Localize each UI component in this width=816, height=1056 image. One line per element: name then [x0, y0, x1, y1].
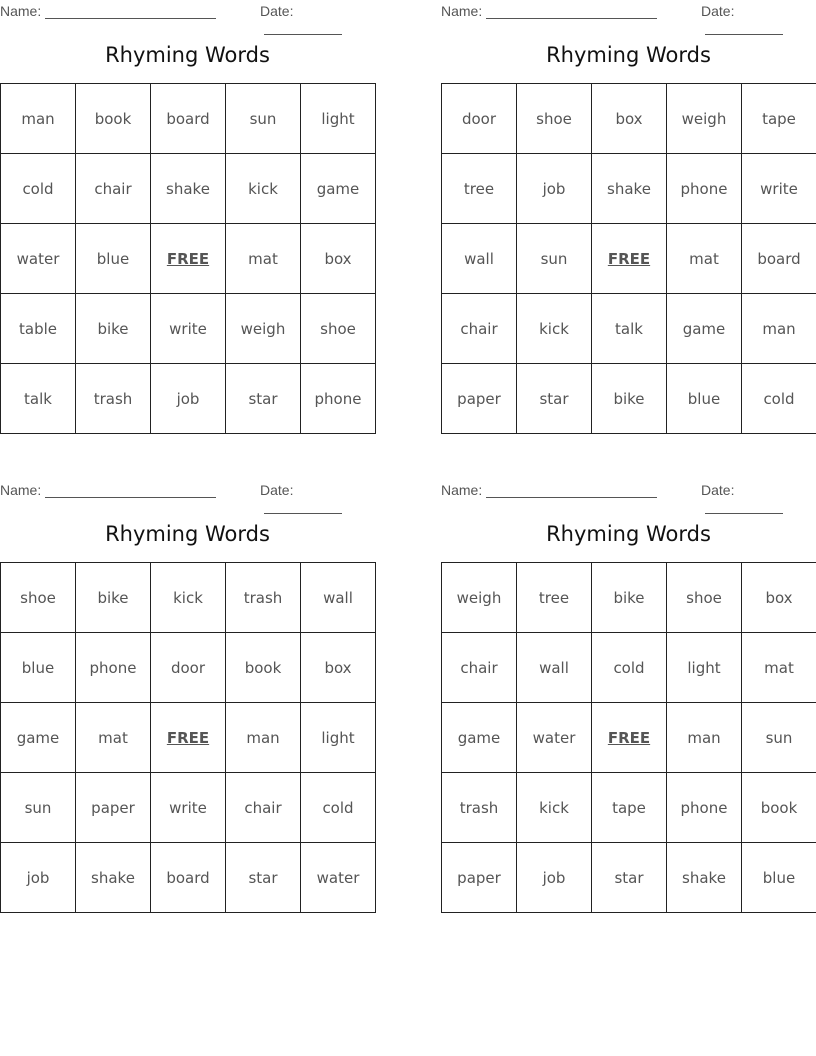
- bingo-cell[interactable]: star: [226, 843, 301, 913]
- bingo-cell[interactable]: game: [442, 703, 517, 773]
- bingo-cell[interactable]: book: [742, 773, 816, 843]
- name-label: Name:: [0, 482, 42, 498]
- bingo-cell[interactable]: phone: [301, 364, 376, 434]
- bingo-cell[interactable]: mat: [76, 703, 151, 773]
- grid-row: [442, 364, 816, 434]
- bingo-cell[interactable]: box: [301, 224, 376, 294]
- date-line: [264, 20, 342, 35]
- bingo-grid: [441, 562, 816, 913]
- bingo-cell[interactable]: shoe: [301, 294, 376, 364]
- bingo-cell[interactable]: shake: [76, 843, 151, 913]
- bingo-cell[interactable]: sun: [226, 84, 301, 154]
- bingo-cell[interactable]: talk: [1, 364, 76, 434]
- bingo-cell[interactable]: kick: [517, 294, 592, 364]
- bingo-cell[interactable]: light: [301, 84, 376, 154]
- bingo-cell[interactable]: star: [517, 364, 592, 434]
- bingo-cell[interactable]: sun: [1, 773, 76, 843]
- bingo-cell[interactable]: mat: [742, 633, 816, 703]
- bingo-cell[interactable]: mat: [667, 224, 742, 294]
- bingo-cell[interactable]: cold: [592, 633, 667, 703]
- grid-row: [442, 154, 816, 224]
- bingo-grid: [0, 562, 376, 913]
- bingo-cell[interactable]: paper: [442, 364, 517, 434]
- header-fields: [0, 479, 375, 501]
- bingo-cell[interactable]: write: [151, 294, 226, 364]
- bingo-cell[interactable]: job: [517, 843, 592, 913]
- bingo-cell[interactable]: chair: [226, 773, 301, 843]
- bingo-cell[interactable]: write: [742, 154, 816, 224]
- name-line: [486, 483, 657, 498]
- header-fields: [441, 0, 816, 22]
- bingo-cell[interactable]: chair: [442, 633, 517, 703]
- grid-row: [442, 294, 816, 364]
- bingo-cell[interactable]: shoe: [1, 563, 76, 633]
- name-line: [486, 4, 657, 19]
- bingo-cell[interactable]: weigh: [442, 563, 517, 633]
- bingo-cell[interactable]: trash: [76, 364, 151, 434]
- date-line: [264, 499, 342, 514]
- bingo-cell[interactable]: job: [1, 843, 76, 913]
- bingo-cell[interactable]: weigh: [667, 84, 742, 154]
- bingo-cell[interactable]: sun: [742, 703, 816, 773]
- grid-row: [1, 633, 376, 703]
- bingo-cell[interactable]: man: [1, 84, 76, 154]
- bingo-cell[interactable]: tree: [517, 563, 592, 633]
- grid-row: [442, 633, 816, 703]
- name-line: [45, 483, 216, 498]
- bingo-cell[interactable]: sun: [517, 224, 592, 294]
- bingo-cell[interactable]: phone: [76, 633, 151, 703]
- grid-row: [1, 563, 376, 633]
- date-field[interactable]: [701, 3, 816, 35]
- bingo-cell[interactable]: door: [442, 84, 517, 154]
- bingo-cell[interactable]: man: [226, 703, 301, 773]
- bingo-cell[interactable]: star: [226, 364, 301, 434]
- bingo-cell[interactable]: table: [1, 294, 76, 364]
- bingo-cell[interactable]: shake: [151, 154, 226, 224]
- bingo-cell[interactable]: game: [667, 294, 742, 364]
- bingo-cell[interactable]: shake: [592, 154, 667, 224]
- date-line: [705, 20, 783, 35]
- card-title: Rhyming Words: [546, 522, 711, 546]
- bingo-cell[interactable]: cold: [742, 364, 816, 434]
- bingo-cell[interactable]: job: [151, 364, 226, 434]
- grid-row: [1, 84, 376, 154]
- bingo-cell[interactable]: cold: [1, 154, 76, 224]
- name-line: [45, 4, 216, 19]
- bingo-cell[interactable]: chair: [76, 154, 151, 224]
- bingo-cell[interactable]: box: [742, 563, 816, 633]
- name-label: Name:: [441, 3, 483, 19]
- bingo-cell[interactable]: write: [151, 773, 226, 843]
- bingo-cell[interactable]: kick: [226, 154, 301, 224]
- bingo-cell[interactable]: water: [1, 224, 76, 294]
- grid-row: [442, 84, 816, 154]
- bingo-cell[interactable]: job: [517, 154, 592, 224]
- grid-row: [1, 773, 376, 843]
- grid-row: [1, 154, 376, 224]
- name-field[interactable]: [0, 482, 216, 498]
- free-space[interactable]: FREE: [592, 703, 667, 773]
- bingo-cell[interactable]: man: [667, 703, 742, 773]
- bingo-cell[interactable]: bike: [76, 563, 151, 633]
- bingo-cell[interactable]: book: [226, 633, 301, 703]
- bingo-cell[interactable]: game: [1, 703, 76, 773]
- bingo-cell[interactable]: bike: [76, 294, 151, 364]
- grid-row: [442, 563, 816, 633]
- grid-row: [442, 703, 816, 773]
- bingo-cell[interactable]: board: [151, 84, 226, 154]
- bingo-cell[interactable]: trash: [442, 773, 517, 843]
- bingo-card-2: [441, 0, 816, 408]
- name-field[interactable]: [441, 3, 657, 19]
- bingo-cell[interactable]: door: [151, 633, 226, 703]
- bingo-cell[interactable]: shoe: [667, 563, 742, 633]
- free-space[interactable]: FREE: [592, 224, 667, 294]
- bingo-cell[interactable]: water: [301, 843, 376, 913]
- date-label: Date:: [701, 482, 735, 498]
- date-field[interactable]: [260, 3, 375, 35]
- bingo-cell[interactable]: paper: [76, 773, 151, 843]
- bingo-cell[interactable]: shoe: [517, 84, 592, 154]
- bingo-cell[interactable]: tape: [592, 773, 667, 843]
- grid-row: [1, 294, 376, 364]
- name-field[interactable]: [0, 3, 216, 19]
- bingo-card-3: [0, 479, 375, 887]
- bingo-cell[interactable]: box: [592, 84, 667, 154]
- date-label: Date:: [260, 3, 294, 19]
- name-field[interactable]: [441, 482, 657, 498]
- bingo-cell[interactable]: phone: [667, 154, 742, 224]
- header-fields: [0, 0, 375, 22]
- bingo-cell[interactable]: trash: [226, 563, 301, 633]
- bingo-cell[interactable]: box: [301, 633, 376, 703]
- bingo-cell[interactable]: blue: [667, 364, 742, 434]
- header-fields: [441, 479, 816, 501]
- bingo-cell[interactable]: wall: [517, 633, 592, 703]
- bingo-card-1: [0, 0, 375, 408]
- bingo-cell[interactable]: blue: [1, 633, 76, 703]
- bingo-cell[interactable]: star: [592, 843, 667, 913]
- bingo-cell[interactable]: bike: [592, 364, 667, 434]
- bingo-cell[interactable]: chair: [442, 294, 517, 364]
- grid-row: [442, 773, 816, 843]
- bingo-cell[interactable]: mat: [226, 224, 301, 294]
- bingo-card-4: [441, 479, 816, 887]
- free-space[interactable]: FREE: [151, 703, 226, 773]
- name-label: Name:: [0, 3, 42, 19]
- date-label: Date:: [260, 482, 294, 498]
- bingo-cell[interactable]: kick: [151, 563, 226, 633]
- card-title: Rhyming Words: [546, 43, 711, 67]
- name-label: Name:: [441, 482, 483, 498]
- bingo-cell[interactable]: book: [76, 84, 151, 154]
- bingo-cell[interactable]: game: [301, 154, 376, 224]
- date-field[interactable]: [260, 482, 375, 514]
- date-label: Date:: [701, 3, 735, 19]
- bingo-cell[interactable]: shake: [667, 843, 742, 913]
- grid-row: [1, 703, 376, 773]
- date-line: [705, 499, 783, 514]
- bingo-cell[interactable]: light: [667, 633, 742, 703]
- bingo-cell[interactable]: talk: [592, 294, 667, 364]
- bingo-cell[interactable]: wall: [301, 563, 376, 633]
- bingo-cell[interactable]: paper: [442, 843, 517, 913]
- bingo-cell[interactable]: blue: [76, 224, 151, 294]
- bingo-grid: [441, 83, 816, 434]
- card-title: Rhyming Words: [105, 522, 270, 546]
- grid-row: [442, 224, 816, 294]
- bingo-cell[interactable]: cold: [301, 773, 376, 843]
- grid-row: [442, 843, 816, 913]
- bingo-cell[interactable]: bike: [592, 563, 667, 633]
- bingo-cell[interactable]: phone: [667, 773, 742, 843]
- grid-row: [1, 364, 376, 434]
- bingo-cell[interactable]: kick: [517, 773, 592, 843]
- bingo-cell[interactable]: water: [517, 703, 592, 773]
- bingo-cell[interactable]: wall: [442, 224, 517, 294]
- bingo-grid: [0, 83, 376, 434]
- grid-row: [1, 224, 376, 294]
- bingo-cell[interactable]: weigh: [226, 294, 301, 364]
- bingo-cell[interactable]: blue: [742, 843, 816, 913]
- bingo-cell[interactable]: light: [301, 703, 376, 773]
- bingo-cell[interactable]: tree: [442, 154, 517, 224]
- free-space[interactable]: FREE: [151, 224, 226, 294]
- bingo-cell[interactable]: board: [742, 224, 816, 294]
- grid-row: [1, 843, 376, 913]
- date-field[interactable]: [701, 482, 816, 514]
- bingo-cell[interactable]: tape: [742, 84, 816, 154]
- bingo-cell[interactable]: man: [742, 294, 816, 364]
- bingo-cell[interactable]: board: [151, 843, 226, 913]
- card-title: Rhyming Words: [105, 43, 270, 67]
